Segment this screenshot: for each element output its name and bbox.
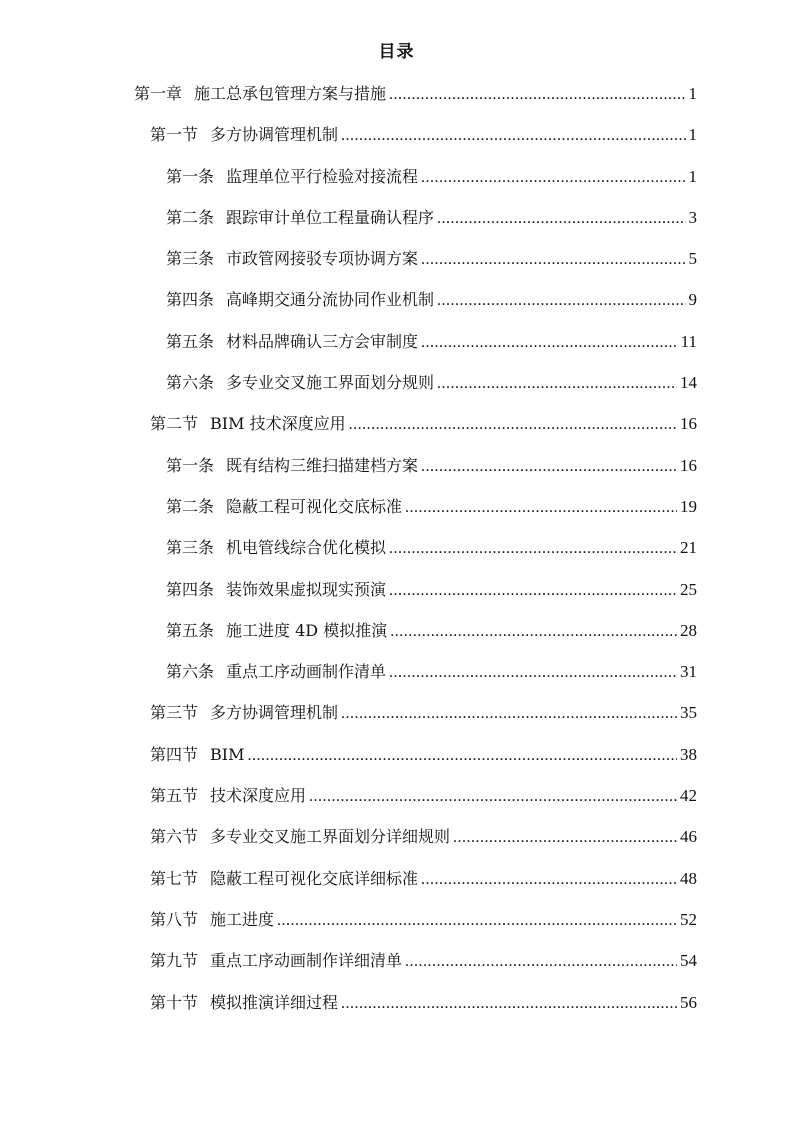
toc-entry[interactable] [0,575,793,616]
toc-entry-title: 模拟推演详细过程 [210,992,339,1012]
toc-entry-number: 第三条 [166,538,215,558]
toc-entry-title: 技术深度应用 [210,786,307,806]
toc-entry-page-number: 16 [680,455,697,475]
toc-entry-number: 第八节 [150,909,199,929]
toc-entry-dot-leader [247,741,677,771]
toc-entry-title: 施工总承包管理方案与措施 [194,84,387,103]
toc-entry-page-number: 48 [680,868,697,888]
toc-entry-page-number: 3 [688,207,697,227]
toc-entry[interactable] [0,822,793,863]
toc-entry-page-number: 1 [688,166,697,186]
toc-entry-number: 第一节 [150,125,199,145]
toc-entry-number: 第四条 [166,290,215,310]
toc-entry-page-number: 1 [688,84,697,103]
toc-entry[interactable] [0,657,793,698]
toc-entry[interactable] [0,492,793,533]
toc-entry-number: 第一条 [166,455,215,475]
toc-entry-page-number: 42 [680,786,697,806]
toc-entry-dot-leader [341,699,677,729]
toc-entry-dot-leader [421,328,678,358]
toc-entry-page-number: 52 [680,909,697,929]
toc-entry[interactable] [0,244,793,285]
toc-entry-title: BIM 技术深度应用 [210,414,346,434]
toc-entry-number: 第一条 [166,166,215,186]
toc-entry-page-number: 28 [680,620,697,640]
toc-entry-dot-leader [389,658,677,688]
toc-entry-dot-leader [390,617,677,647]
toc-entry-dot-leader [437,204,685,234]
toc-entry-dot-leader [389,576,677,606]
toc-entry-dot-leader [277,906,677,936]
toc-entry-title: 重点工序动画制作清单 [226,662,387,682]
toc-entry-dot-leader [421,163,685,193]
toc-entry-title: 高峰期交通分流协同作业机制 [226,290,435,310]
toc-entry-title: 多专业交叉施工界面划分详细规则 [210,827,451,847]
toc-entry-title: 装饰效果虚拟现实预演 [226,579,387,599]
toc-entry-number: 第五节 [150,786,199,806]
toc-entry[interactable] [0,79,793,120]
toc-entry-number: 第七节 [150,868,199,888]
toc-entry-dot-leader [421,865,677,895]
toc-entry[interactable] [0,740,793,781]
toc-entry[interactable] [0,368,793,409]
toc-entry-title: 材料品牌确认三方会审制度 [226,331,419,351]
toc-entry-number: 第一章 [134,84,183,103]
toc-entry-dot-leader [453,823,677,853]
toc-entry-dot-leader [349,410,677,440]
toc-entry-title: 隐蔽工程可视化交底详细标准 [210,868,419,888]
toc-entry-dot-leader [437,286,685,316]
toc-entry-dot-leader [405,947,677,977]
toc-entry-number: 第二条 [166,496,215,516]
toc-entry-title: 监理单位平行检验对接流程 [226,166,419,186]
toc-list [0,79,793,1029]
toc-entry-title: 多方协调管理机制 [210,125,339,145]
toc-entry[interactable] [0,946,793,987]
toc-entry-page-number: 19 [680,496,697,516]
toc-entry[interactable] [0,533,793,574]
toc-entry-title: 施工进度 4D 模拟推演 [226,620,388,640]
toc-entry-page-number: 9 [688,290,697,310]
toc-entry-dot-leader [341,989,677,1019]
toc-entry-dot-leader [405,493,677,523]
toc-entry-dot-leader [389,534,677,564]
toc-entry-page-number: 35 [680,703,697,723]
toc-entry-page-number: 54 [680,951,697,971]
toc-entry-page-number: 25 [680,579,697,599]
toc-entry-number: 第九节 [150,951,199,971]
toc-entry[interactable] [0,120,793,161]
toc-entry-title: 隐蔽工程可视化交底标准 [226,496,403,516]
toc-entry-page-number: 1 [688,125,697,145]
toc-entry-title: 多专业交叉施工界面划分规则 [226,373,435,393]
toc-entry-page-number: 56 [680,992,697,1012]
toc-entry[interactable] [0,905,793,946]
toc-entry-page-number: 16 [680,414,697,434]
toc-entry-number: 第六条 [166,373,215,393]
toc-entry[interactable] [0,698,793,739]
toc-entry[interactable] [0,409,793,450]
toc-entry-number: 第二条 [166,207,215,227]
toc-entry-title: 重点工序动画制作详细清单 [210,951,403,971]
toc-entry-page-number: 46 [680,827,697,847]
toc-entry-page-number: 11 [680,331,697,351]
toc-entry-number: 第四节 [150,744,199,764]
toc-entry[interactable] [0,616,793,657]
toc-entry[interactable] [0,327,793,368]
toc-entry-page-number: 31 [680,662,697,682]
toc-entry[interactable] [0,451,793,492]
toc-entry[interactable] [0,864,793,905]
toc-entry[interactable] [0,162,793,203]
toc-entry-title: 施工进度 [210,909,275,929]
toc-entry-number: 第五条 [166,331,215,351]
toc-entry[interactable] [0,988,793,1029]
toc-entry-title: 机电管线综合优化模拟 [226,538,387,558]
toc-entry-number: 第三条 [166,249,215,269]
toc-entry-dot-leader [437,369,677,399]
toc-entry[interactable] [0,781,793,822]
toc-entry-page-number: 5 [688,249,697,269]
toc-entry-dot-leader [389,80,685,110]
toc-entry-number: 第六节 [150,827,199,847]
toc-entry-number: 第四条 [166,579,215,599]
toc-entry-dot-leader [341,121,685,151]
toc-entry-title: 市政管网接驳专项协调方案 [226,249,419,269]
toc-entry-dot-leader [421,245,685,275]
toc-entry-number: 第五条 [166,620,215,640]
toc-entry[interactable] [0,203,793,244]
toc-entry-dot-leader [309,782,677,812]
toc-entry[interactable] [0,285,793,326]
toc-entry-title: 跟踪审计单位工程量确认程序 [226,207,435,227]
toc-title: 目录 [378,42,415,62]
toc-entry-title: 多方协调管理机制 [210,703,339,723]
toc-entry-page-number: 38 [680,744,697,764]
toc-entry-number: 第十节 [150,992,199,1012]
toc-entry-dot-leader [421,452,677,482]
toc-entry-page-number: 21 [680,538,697,558]
toc-entry-title: 既有结构三维扫描建档方案 [226,455,419,475]
toc-entry-number: 第二节 [150,414,199,434]
toc-entry-number: 第六条 [166,662,215,682]
toc-entry-title: BIM [210,744,245,764]
toc-entry-page-number: 14 [680,373,697,393]
toc-entry-number: 第三节 [150,703,199,723]
